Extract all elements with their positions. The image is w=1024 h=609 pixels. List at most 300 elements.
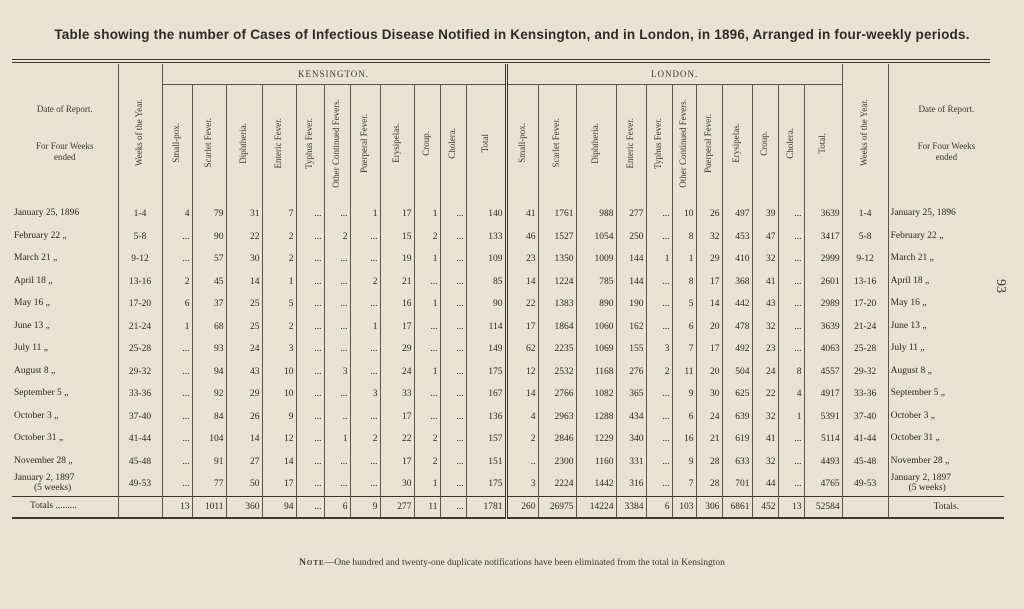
london-col-header [538,85,576,204]
table-row [12,338,1004,361]
london-value: 3 [506,473,538,496]
london-value: ... [646,428,672,451]
london-value: 144 [616,271,646,294]
kensington-value: 1 [350,203,380,226]
weeks-cell: 9-12 [118,248,162,271]
kensington-col-label: Typhus Fever. [304,117,315,169]
london-value: 4917 [804,383,842,406]
london-value: 1229 [576,428,616,451]
footnote-prefix: Note [299,558,325,568]
london-col-label: Croup. [759,130,770,156]
weeks-cell-right: 45-48 [842,451,888,474]
date-cell [12,451,118,474]
kensington-total: 11 [414,496,440,518]
kensington-value: ... [440,383,466,406]
london-value: 17 [696,271,722,294]
date-text-right: September 5 „ [890,388,945,399]
london-value: 890 [576,293,616,316]
date-cell [12,293,118,316]
page-number: 93 [993,279,1008,293]
london-value: ... [646,226,672,249]
kensington-value: 1 [414,248,440,271]
kensington-value: 10 [262,361,296,384]
london-value: 8 [672,226,696,249]
kensington-total: 1011 [192,496,226,518]
date-text: August 8 „ [14,365,56,376]
date-cell-right [888,203,1004,226]
kensington-value: .. [324,406,350,429]
london-value: 1288 [576,406,616,429]
london-value: 316 [616,473,646,496]
kensington-value: ... [440,203,466,226]
kensington-col-label: Croup. [421,130,432,156]
london-value: 2963 [538,406,576,429]
kensington-total: 9 [350,496,380,518]
london-value: 2 [646,361,672,384]
london-value: 1009 [576,248,616,271]
kensington-value: 1 [262,271,296,294]
for-four-weeks-label-right: For Four Weeks ended [917,140,976,163]
date-text-right: October 31 „ [890,433,940,444]
london-value: 14 [506,271,538,294]
london-value: 2300 [538,451,576,474]
london-value: 162 [616,316,646,339]
london-value: 1224 [538,271,576,294]
kensington-value: 9 [262,406,296,429]
kensington-value: ... [324,338,350,361]
london-value: 6 [672,406,696,429]
date-cell-right [888,248,1004,271]
kensington-value: 5 [262,293,296,316]
kensington-total: 13 [162,496,192,518]
date-cell [12,316,118,339]
london-value: 2 [506,428,538,451]
kensington-value: 50 [226,473,262,496]
kensington-value: ... [296,316,324,339]
london-value: ... [646,473,672,496]
london-value: 365 [616,383,646,406]
kensington-value: 77 [192,473,226,496]
kensington-value: 15 [380,226,414,249]
london-value: 26 [696,203,722,226]
london-value: 6 [672,316,696,339]
kensington-value: 33 [380,383,414,406]
london-value: 10 [672,203,696,226]
london-value: 17 [696,338,722,361]
date-text: September 5 „ [14,388,69,399]
kensington-value: ... [296,473,324,496]
kensington-value: ... [162,473,192,496]
kensington-col-label: Erysipelas. [391,123,402,163]
date-cell [12,383,118,406]
date-of-report-header-right [888,64,1004,203]
kensington-col-header [226,85,262,204]
kensington-value: 17 [380,451,414,474]
kensington-value: 14 [226,271,262,294]
date-cell-right [888,473,1004,496]
date-cell [12,406,118,429]
date-text-right: April 18 „ [890,275,930,286]
table-row [12,316,1004,339]
kensington-value: 1 [414,293,440,316]
kensington-value: ... [324,451,350,474]
london-value: 497 [722,203,752,226]
kensington-total: 277 [380,496,414,518]
kensington-value: ... [440,428,466,451]
date-text-right: October 3 „ [890,410,935,421]
london-value: 17 [506,316,538,339]
kensington-value: 21 [380,271,414,294]
london-value: 41 [752,271,778,294]
london-total: 26975 [538,496,576,518]
date-text-right: January 2, 1897 [890,473,952,484]
london-value: 14 [696,293,722,316]
kensington-value: 133 [466,226,506,249]
kensington-value: ... [440,361,466,384]
london-value: ... [778,451,804,474]
kensington-value: 2 [350,271,380,294]
london-value: 2846 [538,428,576,451]
london-value: 47 [752,226,778,249]
london-value: 2766 [538,383,576,406]
london-col-label: Typhus Fever. [653,117,664,169]
london-col-label: Total. [817,132,828,154]
kensington-value: 17 [380,203,414,226]
london-value: 331 [616,451,646,474]
weeks-cell-right: 41-44 [842,428,888,451]
kensington-value: 17 [380,406,414,429]
table-row [12,271,1004,294]
london-value: 28 [696,451,722,474]
london-value: 2601 [804,271,842,294]
kensington-value: ... [296,203,324,226]
london-value: 453 [722,226,752,249]
kensington-value: 90 [192,226,226,249]
table-row [12,473,1004,496]
date-text: May 16 „ [14,298,50,309]
kensington-value: 157 [466,428,506,451]
kensington-value: 2 [262,316,296,339]
london-col-label: Other Continued Fevers. [678,98,689,188]
kensington-value: 3 [262,338,296,361]
kensington-value: 1 [350,316,380,339]
london-col-header [672,85,696,204]
london-value: ... [646,293,672,316]
kensington-value: 79 [192,203,226,226]
kensington-value: 30 [380,473,414,496]
london-value: ... [778,473,804,496]
weeks-cell-right: 5-8 [842,226,888,249]
london-value: ... [646,451,672,474]
kensington-value: ... [350,248,380,271]
weeks-cell-right: 21-24 [842,316,888,339]
kensington-value: 57 [192,248,226,271]
kensington-value: ... [350,293,380,316]
london-value: 2999 [804,248,842,271]
kensington-value: ... [162,361,192,384]
kensington-value: ... [162,406,192,429]
london-value: 368 [722,271,752,294]
london-value: 442 [722,293,752,316]
kensington-header: KENSINGTON. [162,64,506,85]
kensington-value: ... [350,406,380,429]
kensington-value: ... [324,316,350,339]
kensington-col-label: Cholera. [447,127,458,159]
london-value: ... [778,248,804,271]
weeks-label-right: Weeks of the Year. [859,98,870,166]
kensington-value: 2 [262,248,296,271]
london-value: 4 [506,406,538,429]
london-value: 7 [672,473,696,496]
table-row [12,428,1004,451]
london-value: 1 [672,248,696,271]
kensington-value: ... [296,226,324,249]
kensington-total: 360 [226,496,262,518]
kensington-value: ... [162,338,192,361]
date-cell-right [888,271,1004,294]
kensington-value: ... [296,383,324,406]
london-value: 1168 [576,361,616,384]
london-value: 46 [506,226,538,249]
london-value: ... [778,271,804,294]
kensington-value: 2 [162,271,192,294]
london-value: 1060 [576,316,616,339]
kensington-col-header [440,85,466,204]
date-cell [12,248,118,271]
london-value: 478 [722,316,752,339]
kensington-value: 149 [466,338,506,361]
kensington-value: 2 [414,226,440,249]
kensington-total: 94 [262,496,296,518]
london-value: 5 [672,293,696,316]
weeks-cell-right: 13-16 [842,271,888,294]
london-total: 6861 [722,496,752,518]
weeks-cell: 41-44 [118,428,162,451]
kensington-col-label: Other Continued Fevers. [331,98,342,188]
date-text-right: July 11 „ [890,343,925,354]
kensington-value: 140 [466,203,506,226]
london-value: 30 [696,383,722,406]
london-value: 1527 [538,226,576,249]
kensington-value: 175 [466,361,506,384]
kensington-col-label: Scarlet Fever. [203,118,214,168]
kensington-value: 22 [226,226,262,249]
london-value: 155 [616,338,646,361]
kensington-total: 6 [324,496,350,518]
kensington-value: ... [296,428,324,451]
date-cell-right [888,383,1004,406]
date-text: October 3 „ [14,410,59,421]
kensington-value: 7 [262,203,296,226]
kensington-value: 25 [226,293,262,316]
weeks-cell-right: 1-4 [842,203,888,226]
weeks-cell-right: 37-40 [842,406,888,429]
date-subtext: (5 weeks) [34,483,72,494]
weeks-header-right [842,64,888,203]
london-value: 3639 [804,316,842,339]
london-total: 13 [778,496,804,518]
date-cell [12,226,118,249]
kensington-value: ... [296,361,324,384]
kensington-value: ... [440,248,466,271]
kensington-value: 151 [466,451,506,474]
date-text: January 25, 1896 [14,208,80,219]
london-value: 62 [506,338,538,361]
kensington-value: ... [296,451,324,474]
kensington-col-header [414,85,440,204]
kensington-value: ... [162,451,192,474]
kensington-value: ... [324,203,350,226]
london-value: 1 [778,406,804,429]
weeks-cell: 5-8 [118,226,162,249]
kensington-value: ... [350,226,380,249]
kensington-value: ... [440,316,466,339]
london-header: LONDON. [506,64,842,85]
kensington-value: ... [324,248,350,271]
london-value: 9 [672,451,696,474]
london-value: 2532 [538,361,576,384]
kensington-value: 92 [192,383,226,406]
for-four-weeks-label: For Four Weeks ended [35,140,94,163]
kensington-value: 84 [192,406,226,429]
london-value: ... [646,316,672,339]
kensington-value: 90 [466,293,506,316]
kensington-col-label: Small-pox. [171,123,182,163]
london-value: 639 [722,406,752,429]
kensington-value: ... [324,473,350,496]
kensington-value: 14 [262,451,296,474]
kensington-value: ... [296,271,324,294]
kensington-value: 24 [380,361,414,384]
london-value: 144 [616,248,646,271]
london-value: 24 [696,406,722,429]
weeks-header-left [118,64,162,203]
kensington-value: ... [440,271,466,294]
kensington-total: ... [440,496,466,518]
london-value: 41 [506,203,538,226]
london-col-header [804,85,842,204]
kensington-value: 10 [262,383,296,406]
kensington-value: ... [414,271,440,294]
date-text-right: November 28 „ [890,455,950,466]
kensington-value: 2 [324,226,350,249]
table-row [12,383,1004,406]
london-value: 276 [616,361,646,384]
kensington-value: 16 [380,293,414,316]
footnote [0,558,1024,568]
kensington-value: 29 [380,338,414,361]
london-value: 11 [672,361,696,384]
weeks-cell: 1-4 [118,203,162,226]
london-value: 32 [752,406,778,429]
london-value: 1 [646,248,672,271]
date-cell [12,428,118,451]
kensington-col-header [296,85,324,204]
table-row [12,226,1004,249]
london-total: 3384 [616,496,646,518]
london-value: 32 [696,226,722,249]
london-col-label: Puerperal Fever. [703,113,714,173]
weeks-cell: 13-16 [118,271,162,294]
london-value: ... [646,271,672,294]
kensington-value: 3 [350,383,380,406]
london-col-label: Small-pox. [516,123,527,163]
london-value: 1383 [538,293,576,316]
weeks-cell: 21-24 [118,316,162,339]
kensington-value: 136 [466,406,506,429]
london-value: 619 [722,428,752,451]
kensington-value: ... [296,338,324,361]
london-value: 250 [616,226,646,249]
kensington-value: 1 [414,361,440,384]
kensington-col-header [162,85,192,204]
kensington-value: 6 [162,293,192,316]
london-value: 3639 [804,203,842,226]
london-value: 785 [576,271,616,294]
london-value: 43 [752,293,778,316]
kensington-value: ... [414,406,440,429]
kensington-value: 2 [262,226,296,249]
london-value: 504 [722,361,752,384]
london-value: 7 [672,338,696,361]
kensington-value: ... [162,428,192,451]
london-value: 5391 [804,406,842,429]
date-text-right: February 22 „ [890,230,944,241]
london-value: 22 [752,383,778,406]
london-col-header [778,85,804,204]
kensington-value: ... [414,383,440,406]
london-value: 16 [672,428,696,451]
london-value: 20 [696,316,722,339]
kensington-value: ... [440,451,466,474]
kensington-value: ... [324,383,350,406]
london-value: ... [778,293,804,316]
london-value: 633 [722,451,752,474]
london-value: 23 [506,248,538,271]
london-value: 1442 [576,473,616,496]
table-row [12,293,1004,316]
weeks-cell-right: 25-28 [842,338,888,361]
london-value: 1069 [576,338,616,361]
london-value: 41 [752,428,778,451]
date-text-right: March 21 „ [890,253,934,264]
london-value: 1350 [538,248,576,271]
date-cell [12,338,118,361]
london-value: 32 [752,451,778,474]
date-text: June 13 „ [14,320,50,331]
london-value: 3 [646,338,672,361]
london-value: 340 [616,428,646,451]
london-total: 14224 [576,496,616,518]
date-text: July 11 „ [14,343,48,354]
kensington-value: 4 [162,203,192,226]
london-value: 1864 [538,316,576,339]
kensington-value: 17 [262,473,296,496]
weeks-cell: 17-20 [118,293,162,316]
kensington-col-label: Total [479,133,490,153]
london-value: 24 [752,361,778,384]
london-value: 23 [752,338,778,361]
totals-empty [118,496,162,518]
london-total: 306 [696,496,722,518]
london-value: 32 [752,248,778,271]
date-text: March 21 „ [14,253,58,264]
london-value: 1160 [576,451,616,474]
date-cell [12,361,118,384]
weeks-label-left: Weeks of the Year. [134,98,145,166]
london-total: 103 [672,496,696,518]
kensington-value: ... [296,406,324,429]
